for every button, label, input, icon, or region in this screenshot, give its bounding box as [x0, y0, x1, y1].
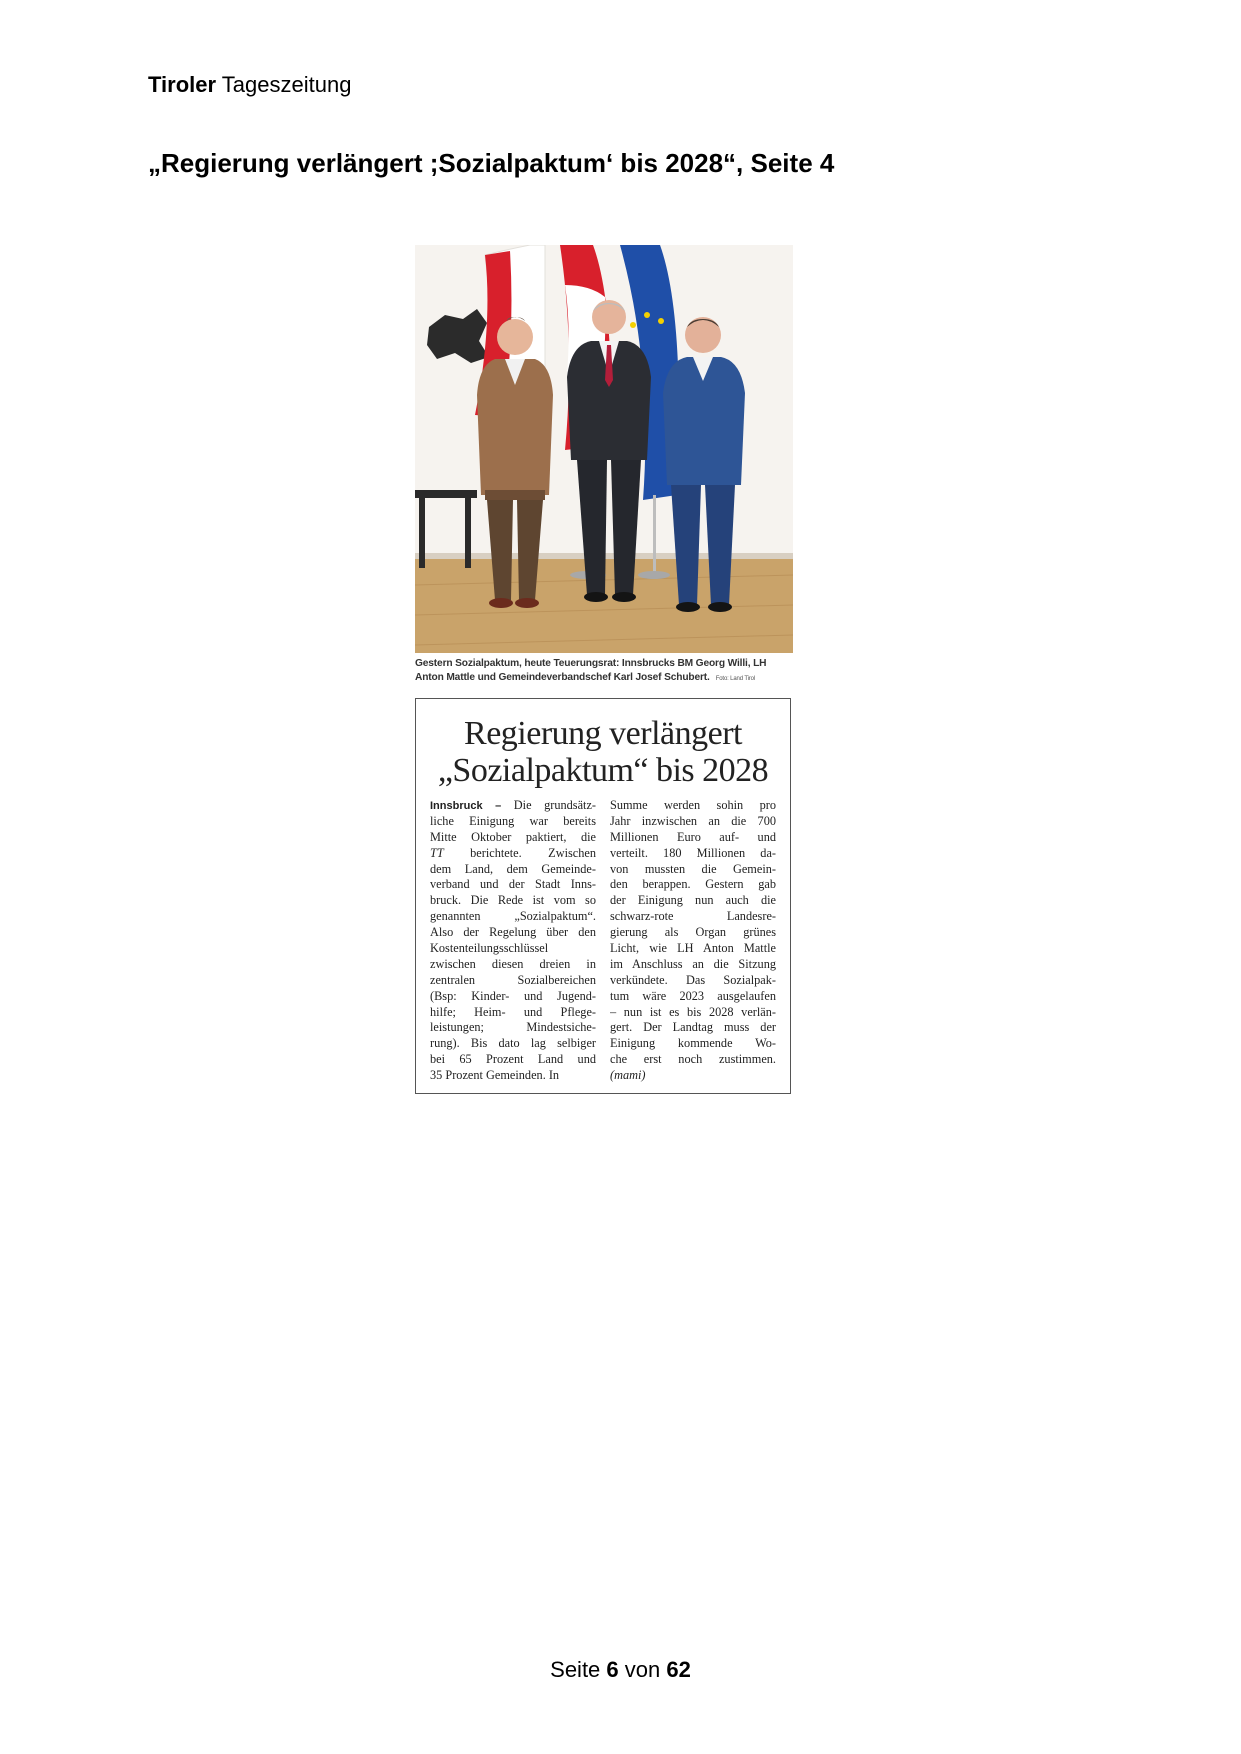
article-box	[415, 698, 791, 1094]
article-line: Jahr inzwischen an die 700	[610, 813, 776, 828]
article-columns	[430, 798, 776, 1084]
document-title: „Regierung verlängert ;Sozialpaktum‘ bis 2028“, Seite 4	[148, 148, 835, 178]
article-column-1	[430, 798, 596, 1084]
article-line: tum wäre 2023 ausgelaufen	[610, 988, 776, 1003]
article-line: Millionen Euro auf- und	[610, 829, 776, 844]
article-line: verkündete. Das Sozialpak-	[610, 972, 776, 987]
article-line: (Bsp: Kinder- und Jugend-	[430, 988, 596, 1003]
photo-illustration	[415, 245, 793, 653]
article-line: Licht, wie LH Anton Mattle	[610, 941, 776, 956]
article-line: rung). Bis dato lag selbiger	[430, 1036, 596, 1051]
article-headline	[416, 715, 790, 789]
page-current: 6	[606, 1657, 619, 1682]
article-line: bei 65 Prozent Land und	[430, 1052, 596, 1067]
article-line: den berappen. Gestern gab	[610, 877, 776, 892]
article-line: von mussten die Gemein-	[610, 861, 776, 876]
page-number	[0, 1657, 1241, 1683]
article-line: liche Einigung war bereits	[430, 813, 596, 828]
article-line: Also der Regelung über den	[430, 925, 596, 940]
caption-text: Gestern Sozialpaktum, heute Teuerungsrat: Innsbrucks BM Georg Willi, LH Anton Mattle und Gemeindeverbandschef Karl Josef Schubert.	[415, 658, 767, 683]
source-name-bold: Tiroler	[148, 72, 217, 97]
page-prefix: Seite	[550, 1657, 607, 1682]
article-line: leistungen; Mindestsiche-	[430, 1020, 596, 1035]
newspaper-abbrev: TT	[430, 845, 444, 860]
headline-line-1: Regierung verlängert	[464, 715, 742, 752]
article-line	[430, 846, 596, 862]
article-line-text: berichtete. Zwischen	[443, 845, 596, 860]
article-line: dem Land, dem Gemeinde-	[430, 861, 596, 876]
article-photo	[415, 245, 793, 653]
article-line: Summe werden sohin pro	[610, 798, 776, 812]
article-line: genannten „Sozialpaktum“.	[430, 909, 596, 924]
article-line: gierung als Organ grünes	[610, 925, 776, 940]
article-line: che erst noch zustimmen.	[610, 1052, 776, 1067]
article-author: (mami)	[610, 1068, 646, 1083]
article-dateline: Innsbruck –	[430, 800, 502, 812]
article-line: verband und der Stadt Inns-	[430, 877, 596, 892]
article-line: hilfe; Heim- und Pflege-	[430, 1004, 596, 1019]
article-line: 35 Prozent Gemeinden. In	[430, 1068, 560, 1083]
article-line: zwischen diesen dreien in	[430, 956, 596, 971]
article-line: verteilt. 180 Millionen da-	[610, 845, 776, 860]
article-line: der Einigung nun auch die	[610, 893, 776, 908]
page-middle: von	[618, 1657, 667, 1682]
article-line: Einigung kommende Wo-	[610, 1036, 776, 1051]
article-line: zentralen Sozialbereichen	[430, 972, 596, 987]
article-line	[430, 798, 596, 814]
article-line: – nun ist es bis 2028 verlän-	[610, 1004, 776, 1019]
article-line: Kostenteilungsschlüssel	[430, 941, 549, 956]
source-name-rest: Tageszeitung	[216, 72, 352, 97]
photo-credit: Foto: Land Tirol	[715, 676, 756, 682]
article-line: gert. Der Landtag muss der	[610, 1020, 776, 1035]
photo-caption	[415, 657, 793, 686]
article-line: im Anschluss an die Sitzung	[610, 956, 776, 971]
article-line: Mitte Oktober paktiert, die	[430, 829, 596, 844]
article-line: schwarz-rote Landesre-	[610, 909, 776, 924]
page-total: 62	[666, 1657, 691, 1682]
article-line-text: Die grundsätz-	[501, 798, 596, 812]
article-line: bruck. Die Rede ist vom so	[430, 893, 596, 908]
source-line	[148, 72, 351, 98]
article-column-2	[610, 798, 776, 1084]
headline-line-2: „Sozialpaktum“ bis 2028	[437, 752, 769, 789]
